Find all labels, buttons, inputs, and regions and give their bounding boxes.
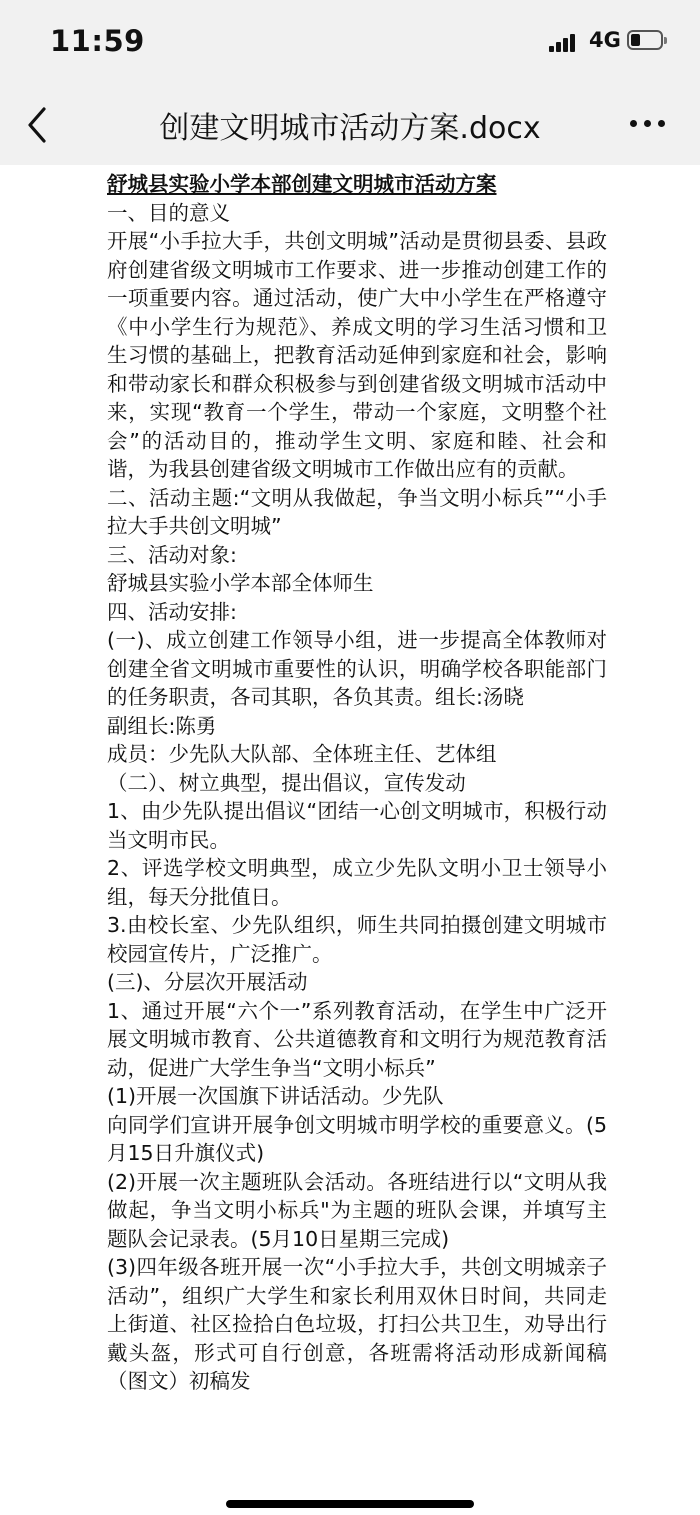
doc-paragraph: 3.由校长室、少先队组织，师生共同拍摄创建文明城市校园宣传片，广泛推广。 [107,913,607,966]
battery-icon [627,30,669,52]
more-options-button[interactable] [622,107,672,141]
doc-paragraph: (一)、成立创建工作领导小组，进一步提高全体教师对创建全省文明城市重要性的认识，明确学校各职能部门的任务职责，各司其职，各负其责。组长:汤晓 [107,628,607,709]
doc-paragraph: 向同学们宣讲开展争创文明城市明学校的重要意义。(5月15日升旗仪式) [107,1112,607,1165]
doc-paragraph: 1、由少先队提出倡议“团结一心创文明城市，积极行动当文明市民。 [107,799,607,852]
status-time: 11:59 [50,24,145,58]
doc-paragraph: 二、活动主题:“文明从我做起，争当文明小标兵”“小手拉大手共创文明城” [107,485,607,538]
doc-paragraph: 舒城县实验小学本部全体师生 [107,571,374,595]
more-horizontal-icon [630,120,637,127]
nav-bar [0,85,700,165]
back-button[interactable] [18,97,64,153]
document-heading: 舒城县实验小学本部创建文明城市活动方案 [107,172,497,196]
network-type: 4G [589,28,621,52]
chevron-left-icon [18,97,64,153]
doc-paragraph: 三、活动对象: [107,542,237,567]
status-bar [0,0,700,85]
doc-paragraph: （二）、树立典型，提出倡议，宣传发动 [107,770,466,795]
doc-paragraph: 开展“小手拉大手，共创文明城”活动是贯彻县委、县政府创建省级文明城市工作要求、进一步推动创建工作的一项重要内容。通过活动，使广大中小学生在严格遵守《中小学生行为规范》、养成文明的学习生活习惯和卫生习惯的基础上，把教育活动延伸到家庭和社会，影响和带动家长和群众积极参与到创建省级文明城市活动中来，实现“教育一个学生，带动一个家庭，文明整个社会”的活动目的，推动学生文明、家庭和睦、社会和谐，为我县创建省级文明城市工作做出应有的贡献。 [107,229,607,481]
doc-paragraph: 2、评选学校文明典型，成立少先队文明小卫士领导小组，每天分批值日。 [107,856,607,909]
doc-paragraph: (三)、分层次开展活动 [107,970,308,994]
doc-paragraph: 副组长:陈勇 [107,713,217,738]
doc-paragraph: (2)开展一次主题班队会活动。各班结进行以“文明从我做起，争当文明小标兵"为主题的班队会课，并填写主题队会记录表。(5月10日星期三完成) [107,1169,607,1251]
doc-paragraph: (1)开展一次国旗下讲话活动。少先队 [107,1084,444,1108]
doc-paragraph: 四、活动安排: [107,599,237,624]
doc-paragraph: (3)四年级各班开展一次“小手拉大手，共创文明城亲子活动”，组织广大学生和家长利用双休日时间，共同走上街道、社区捡拾白色垃圾，打扫公共卫生，劝导出行戴头盔，形式可自行创意，各班需将活动形成新闻稿（图文）初稿发 [107,1255,607,1393]
doc-paragraph: 成员：少先队大队部、全体班主任、艺体组 [107,742,497,766]
doc-paragraph: 1、通过开展“六个一”系列教育活动，在学生中广泛开展文明城市教育、公共道德教育和文明行为规范教育活动，促进广大学生争当“文明小标兵” [107,998,607,1080]
document-body [107,170,607,1396]
document-title: 创建文明城市活动方案.docx [159,111,541,146]
doc-paragraph: 一、目的意义 [107,200,230,225]
home-indicator[interactable] [226,1500,474,1508]
cellular-signal-icon [549,32,581,52]
